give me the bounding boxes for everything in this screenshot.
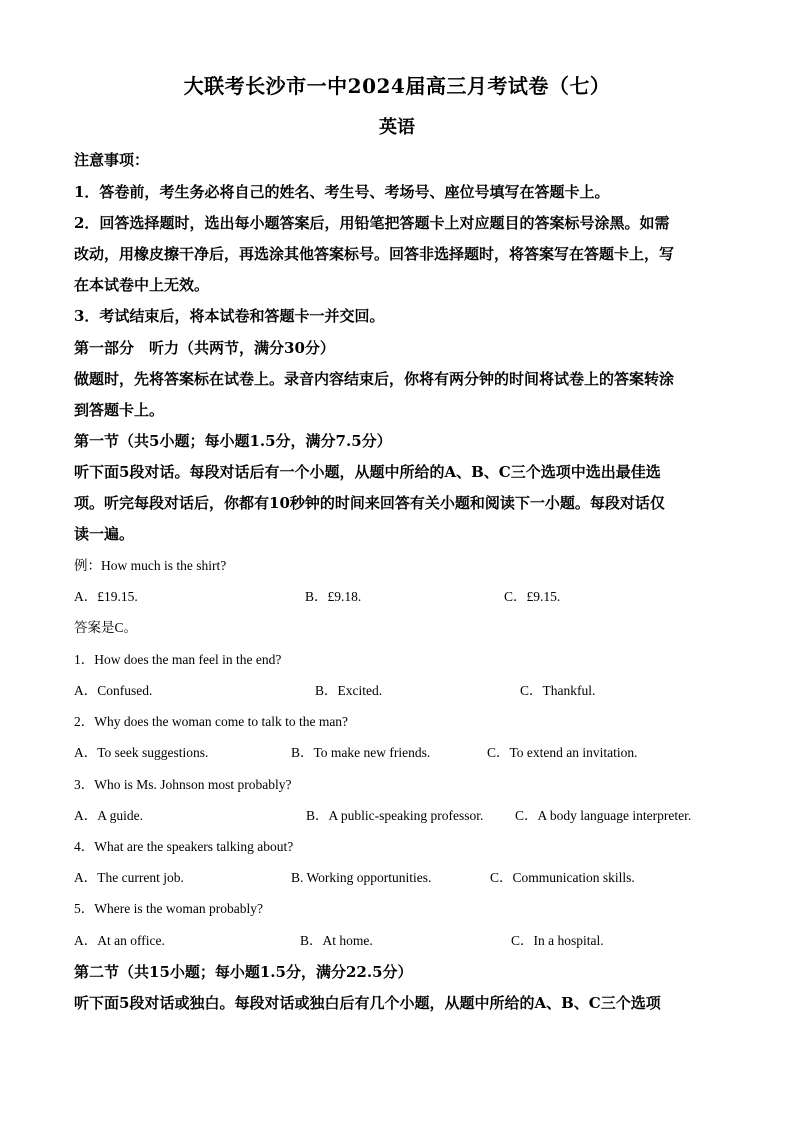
question-3-option-a: A．A guide. (74, 808, 143, 823)
section1-heading: 第一节（共5小题；每小题1.5分，满分7.5分） (74, 432, 392, 450)
part1-heading: 第一部分 听力（共两节，满分30分） (74, 339, 335, 357)
section1-instruction-line-2: 项。听完每段对话后，你都有10秒钟的时间来回答有关小题和阅读下一小题。每段对话仅 (74, 494, 665, 512)
notes-item-2-line-3: 在本试卷中上无效。 (74, 276, 210, 294)
question-2-option-c: C．To extend an invitation. (487, 745, 638, 760)
question-4-text: 4．What are the speakers talking about? (74, 839, 294, 854)
question-1-option-b: B．Excited. (315, 683, 383, 698)
example-question: 例：How much is the shirt? (74, 558, 227, 573)
question-2-option-a: A．To seek suggestions. (74, 745, 209, 760)
notes-item-1: 1．答卷前，考生务必将自己的姓名、考生号、考场号、座位号填写在答题卡上。 (74, 183, 610, 201)
question-1-option-c: C．Thankful. (520, 683, 596, 698)
section2-instruction-line-1: 听下面5段对话或独白。每段对话或独白后有几个小题，从题中所给的A、B、C三个选项 (74, 994, 661, 1012)
part1-instruction-line-1: 做题时，先将答案标在试卷上。录音内容结束后，你将有两分钟的时间将试卷上的答案转涂 (74, 370, 675, 388)
question-3-option-b: B．A public-speaking professor. (306, 808, 484, 823)
example-option-c: C．£9.15. (504, 589, 561, 604)
notes-item-2-line-1: 2．回答选择题时，选出每小题答案后，用铅笔把答题卡上对应题目的答案标号涂黑。如需 (74, 214, 670, 232)
question-1-text: 1．How does the man feel in the end? (74, 652, 282, 667)
question-4-option-b: B. Working opportunities. (291, 870, 432, 885)
section1-instruction-line-1: 听下面5段对话。每段对话后有一个小题，从题中所给的A、B、C三个选项中选出最佳选 (74, 463, 661, 481)
notes-item-3: 3．考试结束后，将本试卷和答题卡一并交回。 (74, 307, 385, 325)
example-answer: 答案是C。 (74, 620, 138, 635)
part1-instruction-line-2: 到答题卡上。 (74, 401, 165, 419)
question-5-text: 5．Where is the woman probably? (74, 901, 263, 916)
question-2-text: 2．Why does the woman come to talk to the man? (74, 714, 349, 729)
question-3-option-c: C．A body language interpreter. (515, 808, 692, 823)
exam-title: 大联考长沙市一中2024届高三月考试卷（七） (183, 74, 611, 98)
example-option-b: B．£9.18. (305, 589, 362, 604)
notes-heading: 注意事项： (74, 151, 150, 169)
exam-subject: 英语 (379, 117, 415, 138)
question-5-option-a: A．At an office. (74, 933, 165, 948)
question-5-option-b: B．At home. (300, 933, 373, 948)
question-4-option-c: C．Communication skills. (490, 870, 635, 885)
question-4-option-a: A．The current job. (74, 870, 184, 885)
question-5-option-c: C．In a hospital. (511, 933, 604, 948)
notes-item-2-line-2: 改动，用橡皮擦干净后，再选涂其他答案标号。回答非选择题时，将答案写在答题卡上，写 (74, 245, 675, 263)
question-2-option-b: B．To make new friends. (291, 745, 431, 760)
section2-heading: 第二节（共15小题；每小题1.5分，满分22.5分） (74, 963, 413, 981)
example-option-a: A．£19.15. (74, 589, 138, 604)
section1-instruction-line-3: 读一遍。 (74, 525, 135, 543)
question-1-option-a: A．Confused. (74, 683, 153, 698)
question-3-text: 3．Who is Ms. Johnson most probably? (74, 777, 292, 792)
